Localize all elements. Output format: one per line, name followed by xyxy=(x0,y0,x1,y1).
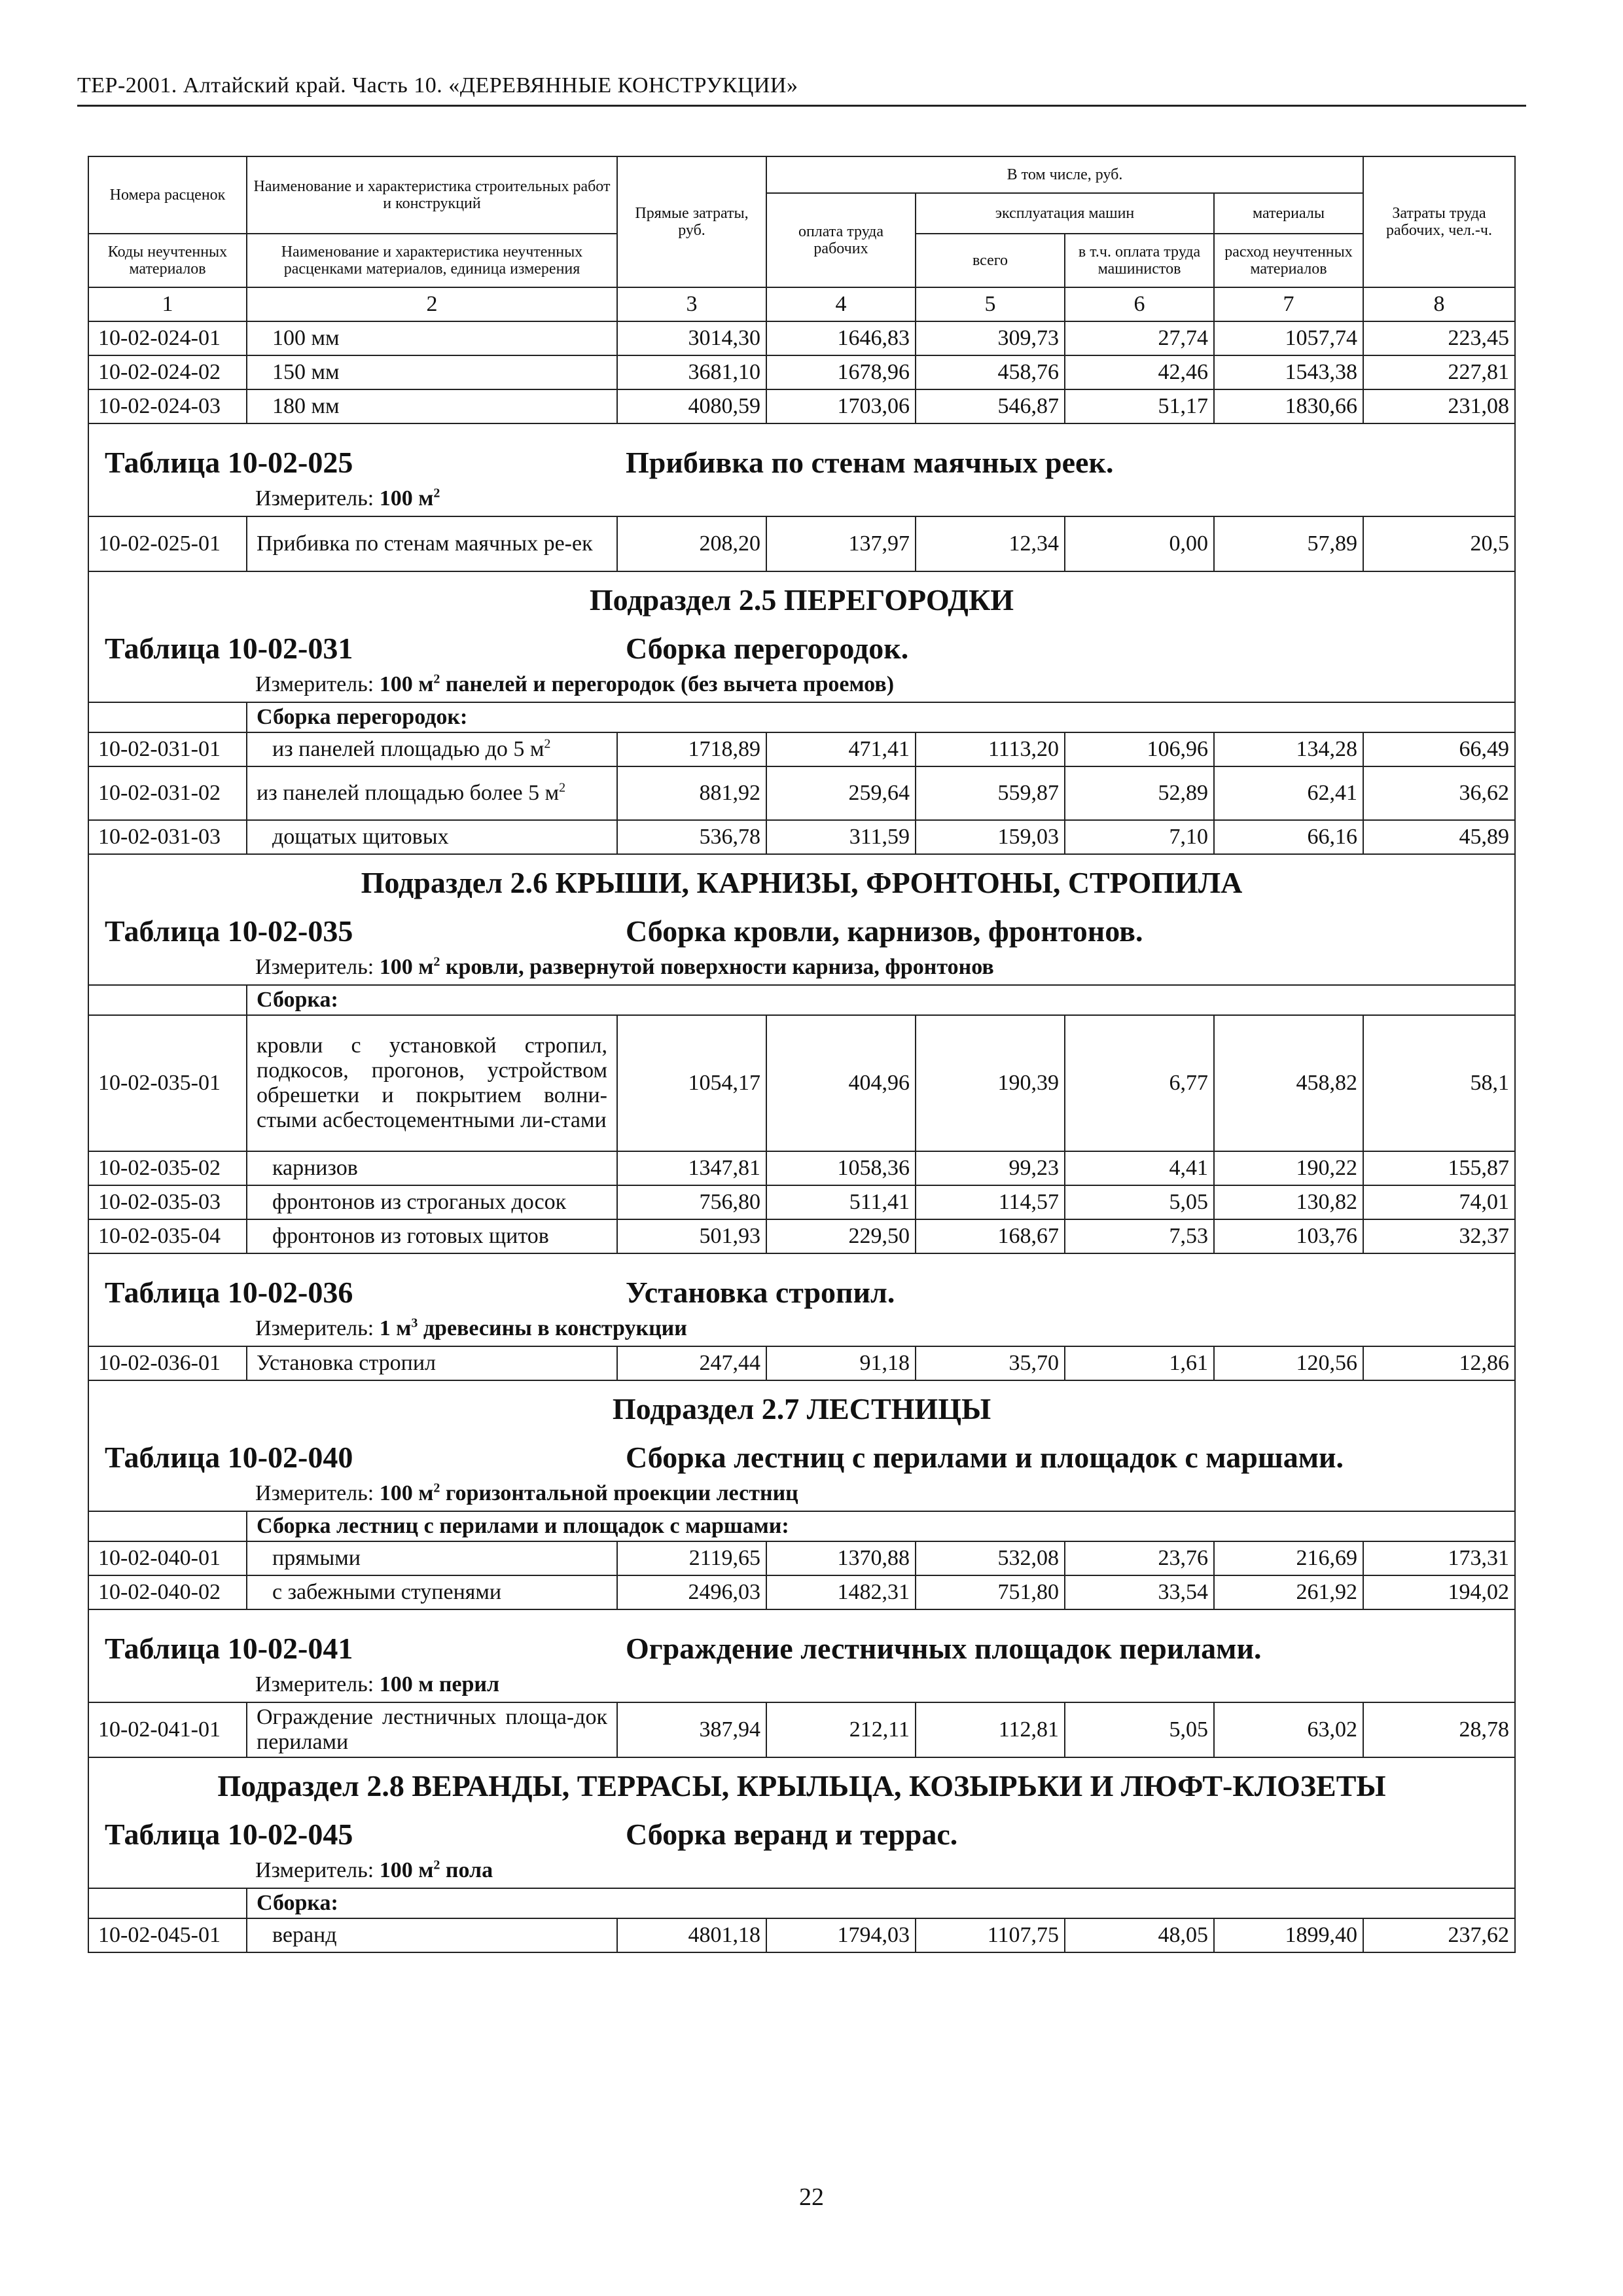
value-cell: 1718,89 xyxy=(617,732,766,766)
table-title-row xyxy=(89,1813,1514,1856)
group-row xyxy=(88,1511,1515,1541)
value-cell: 62,41 xyxy=(1214,766,1363,820)
value-cell: 159,03 xyxy=(916,820,1065,854)
value-cell: 130,82 xyxy=(1214,1185,1363,1219)
measure-detail: древесины в конструкции xyxy=(418,1316,687,1340)
measure-unit: 100 м xyxy=(379,672,434,696)
work-name xyxy=(247,766,617,820)
col-wages-header: оплата труда рабочих xyxy=(766,193,916,287)
table-number: Таблица 10-02-025 xyxy=(105,446,353,479)
work-name xyxy=(247,1541,617,1575)
table-title-row xyxy=(89,627,1514,670)
work-name xyxy=(247,389,617,423)
value-cell: 35,70 xyxy=(916,1346,1065,1380)
table-heading xyxy=(89,627,1514,702)
spacer xyxy=(89,1254,1514,1271)
group-row xyxy=(88,702,1515,732)
table-row xyxy=(88,389,1515,423)
value-cell: 311,59 xyxy=(766,820,916,854)
value-cell: 1370,88 xyxy=(766,1541,916,1575)
col-machines-header: эксплуатация машин xyxy=(916,193,1214,234)
running-header: ТЕР-2001. Алтайский край. Часть 10. «ДЕРЕВЯННЫЕ КОНСТРУКЦИИ» xyxy=(77,73,798,98)
table-row xyxy=(88,1918,1515,1952)
section-cell xyxy=(88,1757,1515,1888)
value-cell: 33,54 xyxy=(1065,1575,1214,1609)
value-cell: 103,76 xyxy=(1214,1219,1363,1253)
work-name xyxy=(247,1918,617,1952)
value-cell: 190,22 xyxy=(1214,1151,1363,1185)
col-material-codes-header: Коды неучтенных материалов xyxy=(88,234,247,287)
table-row xyxy=(88,355,1515,389)
value-cell: 4080,59 xyxy=(617,389,766,423)
value-cell: 190,39 xyxy=(916,1015,1065,1151)
unit-of-measure xyxy=(89,670,1514,702)
value-cell: 3681,10 xyxy=(617,355,766,389)
col-number: 2 xyxy=(247,287,617,321)
table-row xyxy=(88,321,1515,355)
work-name-text: Ограждение лестничных площа-док перилами xyxy=(257,1705,607,1754)
value-cell: 1899,40 xyxy=(1214,1918,1363,1952)
value-cell: 1794,03 xyxy=(766,1918,916,1952)
col-number: 1 xyxy=(88,287,247,321)
table-row xyxy=(88,1575,1515,1609)
table-title-row xyxy=(89,441,1514,484)
work-name-text: кровли с установкой стропил, подкосов, прогонов, устройством обрешетки и покрытием волни-стыми асбестоцементными ли-стами xyxy=(257,1033,607,1132)
table-number: Таблица 10-02-045 xyxy=(105,1818,353,1851)
value-cell: 27,74 xyxy=(1065,321,1214,355)
work-name-text: 100 мм xyxy=(272,326,340,350)
value-cell: 404,96 xyxy=(766,1015,916,1151)
table-title-row xyxy=(89,1436,1514,1479)
work-name-text: из панелей площадью более 5 м xyxy=(257,781,560,805)
subsection-title: Подраздел 2.5 ПЕРЕГОРОДКИ xyxy=(589,583,1014,617)
table-heading xyxy=(89,1627,1514,1702)
table-title: Установка стропил. xyxy=(626,1276,895,1309)
table-row xyxy=(88,1151,1515,1185)
rate-code: 10-02-024-02 xyxy=(88,355,247,389)
work-name-text: карнизов xyxy=(272,1156,358,1180)
subsection-title: Подраздел 2.6 КРЫШИ, КАРНИЗЫ, ФРОНТОНЫ, СТРОПИЛА xyxy=(361,866,1243,899)
group-empty-cell xyxy=(88,1888,247,1918)
rate-code: 10-02-040-01 xyxy=(88,1541,247,1575)
measure-detail: пола xyxy=(440,1858,493,1882)
measure-value xyxy=(380,1316,687,1340)
col-including-header: В том числе, руб. xyxy=(766,156,1363,193)
value-cell: 501,93 xyxy=(617,1219,766,1253)
value-cell: 20,5 xyxy=(1363,516,1515,571)
value-cell: 0,00 xyxy=(1065,516,1214,571)
unit-exponent: 2 xyxy=(433,672,440,687)
value-cell: 259,64 xyxy=(766,766,916,820)
value-cell: 536,78 xyxy=(617,820,766,854)
spacer xyxy=(89,424,1514,441)
measure-prefix: Измеритель: xyxy=(255,1672,380,1696)
table-number: Таблица 10-02-041 xyxy=(105,1632,353,1665)
measure-prefix: Измеритель: xyxy=(255,1481,380,1505)
value-cell: 1,61 xyxy=(1065,1346,1214,1380)
value-cell: 4,41 xyxy=(1065,1151,1214,1185)
value-cell: 57,89 xyxy=(1214,516,1363,571)
measure-value xyxy=(380,1672,499,1696)
col-operator-wages-header: в т.ч. оплата труда машинистов xyxy=(1065,234,1214,287)
value-cell: 63,02 xyxy=(1214,1702,1363,1757)
value-cell: 559,87 xyxy=(916,766,1065,820)
table-title: Сборка веранд и террас. xyxy=(626,1818,958,1851)
table-number: Таблица 10-02-036 xyxy=(105,1276,353,1309)
value-cell: 229,50 xyxy=(766,1219,916,1253)
rate-code: 10-02-024-03 xyxy=(88,389,247,423)
group-empty-cell xyxy=(88,985,247,1015)
value-cell: 511,41 xyxy=(766,1185,916,1219)
table-title: Сборка перегородок. xyxy=(626,632,909,665)
table-title: Сборка кровли, карнизов, фронтонов. xyxy=(626,914,1143,948)
value-cell: 28,78 xyxy=(1363,1702,1515,1757)
work-name-text: 150 мм xyxy=(272,360,340,384)
section-cell xyxy=(88,1380,1515,1511)
header-rule xyxy=(77,105,1526,107)
section-row xyxy=(88,1253,1515,1346)
work-name xyxy=(247,1575,617,1609)
value-cell: 173,31 xyxy=(1363,1541,1515,1575)
section-cell xyxy=(88,1609,1515,1702)
value-cell: 4801,18 xyxy=(617,1918,766,1952)
work-name xyxy=(247,1702,617,1757)
measure-detail: кровли, развернутой поверхности карниза, фронтонов xyxy=(440,955,994,979)
group-row xyxy=(88,1888,1515,1918)
rate-code: 10-02-036-01 xyxy=(88,1346,247,1380)
work-name xyxy=(247,820,617,854)
value-cell: 3014,30 xyxy=(617,321,766,355)
rate-code: 10-02-031-03 xyxy=(88,820,247,854)
value-cell: 532,08 xyxy=(916,1541,1065,1575)
value-cell: 208,20 xyxy=(617,516,766,571)
measure-unit: 100 м перил xyxy=(379,1672,500,1696)
work-name-text: дощатых щитовых xyxy=(272,825,449,849)
unit-exponent: 2 xyxy=(433,1857,440,1873)
table-row xyxy=(88,820,1515,854)
work-name xyxy=(247,516,617,571)
value-cell: 227,81 xyxy=(1363,355,1515,389)
measure-prefix: Измеритель: xyxy=(255,486,380,511)
group-row xyxy=(88,985,1515,1015)
col-code-header: Номера расценок xyxy=(88,156,247,234)
value-cell: 5,05 xyxy=(1065,1702,1214,1757)
value-cell: 48,05 xyxy=(1065,1918,1214,1952)
value-cell: 52,89 xyxy=(1065,766,1214,820)
value-cell: 1058,36 xyxy=(766,1151,916,1185)
value-cell: 231,08 xyxy=(1363,389,1515,423)
value-cell: 458,82 xyxy=(1214,1015,1363,1151)
value-cell: 309,73 xyxy=(916,321,1065,355)
table-row xyxy=(88,1541,1515,1575)
unit-exponent: 3 xyxy=(411,1316,418,1331)
value-cell: 36,62 xyxy=(1363,766,1515,820)
value-cell: 134,28 xyxy=(1214,732,1363,766)
section-cell xyxy=(88,1253,1515,1346)
table-row xyxy=(88,1185,1515,1219)
value-cell: 458,76 xyxy=(916,355,1065,389)
work-name-text: из панелей площадью до 5 м xyxy=(272,737,544,761)
value-cell: 168,67 xyxy=(916,1219,1065,1253)
col-machines-total-header: всего xyxy=(916,234,1065,287)
unit-exponent: 2 xyxy=(433,1480,440,1496)
measure-prefix: Измеритель: xyxy=(255,1316,380,1340)
spacer xyxy=(89,1610,1514,1627)
table-heading xyxy=(89,1813,1514,1888)
measure-prefix: Измеритель: xyxy=(255,672,380,696)
work-name-text: с забежными ступенями xyxy=(272,1580,502,1604)
work-name xyxy=(247,321,617,355)
work-name-text: прямыми xyxy=(272,1546,361,1570)
measure-value xyxy=(380,1858,493,1882)
value-cell: 155,87 xyxy=(1363,1151,1515,1185)
table-title: Прибивка по стенам маячных реек. xyxy=(626,446,1114,479)
unit-exponent: 2 xyxy=(433,954,440,969)
value-cell: 12,86 xyxy=(1363,1346,1515,1380)
rate-code: 10-02-041-01 xyxy=(88,1702,247,1757)
measure-unit: 100 м xyxy=(379,955,434,979)
table-title-row xyxy=(89,1271,1514,1314)
col-labor-header: Затраты труда рабочих, чел.-ч. xyxy=(1363,156,1515,287)
unit-of-measure xyxy=(89,484,1514,516)
value-cell: 546,87 xyxy=(916,389,1065,423)
work-name xyxy=(247,1219,617,1253)
col-number: 3 xyxy=(617,287,766,321)
group-label: Сборка перегородок: xyxy=(247,702,1515,732)
rate-code: 10-02-024-01 xyxy=(88,321,247,355)
table-number: Таблица 10-02-040 xyxy=(105,1441,353,1474)
value-cell: 1543,38 xyxy=(1214,355,1363,389)
section-row xyxy=(88,1757,1515,1888)
value-cell: 1482,31 xyxy=(766,1575,916,1609)
work-name-text: веранд xyxy=(272,1923,337,1947)
rate-code: 10-02-035-04 xyxy=(88,1219,247,1253)
unit-of-measure xyxy=(89,953,1514,984)
value-cell: 99,23 xyxy=(916,1151,1065,1185)
group-empty-cell xyxy=(88,702,247,732)
section-row xyxy=(88,571,1515,702)
value-cell: 2119,65 xyxy=(617,1541,766,1575)
work-name-text: фронтонов из готовых щитов xyxy=(272,1224,549,1248)
work-name xyxy=(247,1185,617,1219)
value-cell: 7,10 xyxy=(1065,820,1214,854)
rate-code: 10-02-031-02 xyxy=(88,766,247,820)
value-cell: 12,34 xyxy=(916,516,1065,571)
col-material-names-header: Наименование и характеристика неучтенных расценками материалов, единица измерения xyxy=(247,234,617,287)
value-cell: 387,94 xyxy=(617,1702,766,1757)
value-cell: 1830,66 xyxy=(1214,389,1363,423)
subsection-title: Подраздел 2.7 ЛЕСТНИЦЫ xyxy=(612,1392,991,1426)
work-name xyxy=(247,355,617,389)
work-name xyxy=(247,732,617,766)
table-title: Сборка лестниц с перилами и площадок с маршами. xyxy=(626,1441,1344,1474)
table-heading xyxy=(89,441,1514,516)
subsection-title: Подраздел 2.8 ВЕРАНДЫ, ТЕРРАСЫ, КРЫЛЬЦА, КОЗЫРЬКИ И ЛЮФТ-КЛОЗЕТЫ xyxy=(217,1769,1386,1803)
section-row xyxy=(88,1380,1515,1511)
table-heading xyxy=(89,1271,1514,1346)
section-row xyxy=(88,423,1515,516)
value-cell: 112,81 xyxy=(916,1702,1065,1757)
measure-unit: 1 м xyxy=(379,1316,412,1340)
measure-prefix: Измеритель: xyxy=(255,955,380,979)
measure-value xyxy=(380,486,440,511)
value-cell: 106,96 xyxy=(1065,732,1214,766)
value-cell: 881,92 xyxy=(617,766,766,820)
table-row xyxy=(88,1702,1515,1757)
value-cell: 1646,83 xyxy=(766,321,916,355)
value-cell: 7,53 xyxy=(1065,1219,1214,1253)
page-number: 22 xyxy=(799,2183,824,2211)
section-row xyxy=(88,1609,1515,1702)
value-cell: 91,18 xyxy=(766,1346,916,1380)
table-heading xyxy=(89,1436,1514,1511)
value-cell: 32,37 xyxy=(1363,1219,1515,1253)
section-row xyxy=(88,854,1515,985)
value-cell: 212,11 xyxy=(766,1702,916,1757)
col-number: 7 xyxy=(1214,287,1363,321)
rate-code: 10-02-031-01 xyxy=(88,732,247,766)
section-cell xyxy=(88,571,1515,702)
value-cell: 1054,17 xyxy=(617,1015,766,1151)
rate-code: 10-02-035-03 xyxy=(88,1185,247,1219)
value-cell: 66,49 xyxy=(1363,732,1515,766)
value-cell: 1107,75 xyxy=(916,1918,1065,1952)
value-cell: 42,46 xyxy=(1065,355,1214,389)
col-name-header: Наименование и характеристика строительных работ и конструкций xyxy=(247,156,617,234)
unit-of-measure xyxy=(89,1479,1514,1511)
value-cell: 74,01 xyxy=(1363,1185,1515,1219)
measure-detail: панелей и перегородок (без вычета проемов) xyxy=(440,672,895,696)
value-cell: 6,77 xyxy=(1065,1015,1214,1151)
value-cell: 261,92 xyxy=(1214,1575,1363,1609)
table-row xyxy=(88,1015,1515,1151)
value-cell: 23,76 xyxy=(1065,1541,1214,1575)
table-title-row xyxy=(89,1627,1514,1670)
rate-code: 10-02-035-02 xyxy=(88,1151,247,1185)
value-cell: 1057,74 xyxy=(1214,321,1363,355)
rate-code: 10-02-035-01 xyxy=(88,1015,247,1151)
value-cell: 1678,96 xyxy=(766,355,916,389)
value-cell: 194,02 xyxy=(1363,1575,1515,1609)
value-cell: 114,57 xyxy=(916,1185,1065,1219)
unit-exponent: 2 xyxy=(544,736,551,751)
measure-detail: горизонтальной проекции лестниц xyxy=(440,1481,798,1505)
section-cell xyxy=(88,423,1515,516)
price-table xyxy=(88,156,1516,1953)
measure-prefix: Измеритель: xyxy=(255,1858,380,1882)
measure-value xyxy=(380,1481,798,1505)
col-materials-header: материалы xyxy=(1214,193,1363,234)
col-direct-costs-header: Прямые затраты, руб. xyxy=(617,156,766,287)
measure-value xyxy=(380,955,994,979)
col-number: 5 xyxy=(916,287,1065,321)
col-number: 6 xyxy=(1065,287,1214,321)
col-number: 4 xyxy=(766,287,916,321)
table-row xyxy=(88,766,1515,820)
value-cell: 247,44 xyxy=(617,1346,766,1380)
group-label: Сборка лестниц с перилами и площадок с маршами: xyxy=(247,1511,1515,1541)
group-label: Сборка: xyxy=(247,985,1515,1015)
measure-unit: 100 м xyxy=(379,1858,434,1882)
rate-code: 10-02-040-02 xyxy=(88,1575,247,1609)
value-cell: 751,80 xyxy=(916,1575,1065,1609)
value-cell: 66,16 xyxy=(1214,820,1363,854)
value-cell: 756,80 xyxy=(617,1185,766,1219)
value-cell: 5,05 xyxy=(1065,1185,1214,1219)
measure-unit: 100 м xyxy=(379,486,434,511)
table-number: Таблица 10-02-031 xyxy=(105,632,353,665)
work-name xyxy=(247,1015,617,1151)
work-name-text: фронтонов из строганых досок xyxy=(272,1190,567,1214)
table-row xyxy=(88,516,1515,571)
table-row xyxy=(88,732,1515,766)
work-name-text: 180 мм xyxy=(272,394,340,418)
work-name-text: Установка стропил xyxy=(257,1351,437,1375)
unit-exponent: 2 xyxy=(559,780,566,795)
rate-code: 10-02-045-01 xyxy=(88,1918,247,1952)
table-heading xyxy=(89,910,1514,984)
work-name xyxy=(247,1346,617,1380)
value-cell: 120,56 xyxy=(1214,1346,1363,1380)
work-name-text: Прибивка по стенам маячных ре-ек xyxy=(257,531,593,556)
value-cell: 237,62 xyxy=(1363,1918,1515,1952)
col-material-usage-header: расход неучтенных материалов xyxy=(1214,234,1363,287)
table-row xyxy=(88,1346,1515,1380)
value-cell: 1347,81 xyxy=(617,1151,766,1185)
work-name xyxy=(247,1151,617,1185)
section-cell xyxy=(88,854,1515,985)
unit-of-measure xyxy=(89,1670,1514,1702)
rate-code: 10-02-025-01 xyxy=(88,516,247,571)
measure-value xyxy=(380,672,894,696)
measure-unit: 100 м xyxy=(379,1481,434,1505)
table-row xyxy=(88,1219,1515,1253)
value-cell: 2496,03 xyxy=(617,1575,766,1609)
value-cell: 58,1 xyxy=(1363,1015,1515,1151)
group-label: Сборка: xyxy=(247,1888,1515,1918)
value-cell: 1703,06 xyxy=(766,389,916,423)
value-cell: 471,41 xyxy=(766,732,916,766)
value-cell: 1113,20 xyxy=(916,732,1065,766)
value-cell: 216,69 xyxy=(1214,1541,1363,1575)
value-cell: 45,89 xyxy=(1363,820,1515,854)
col-number: 8 xyxy=(1363,287,1515,321)
unit-of-measure xyxy=(89,1856,1514,1888)
table-number: Таблица 10-02-035 xyxy=(105,914,353,948)
table-title-row xyxy=(89,910,1514,953)
value-cell: 137,97 xyxy=(766,516,916,571)
group-empty-cell xyxy=(88,1511,247,1541)
unit-of-measure xyxy=(89,1314,1514,1346)
value-cell: 51,17 xyxy=(1065,389,1214,423)
value-cell: 223,45 xyxy=(1363,321,1515,355)
table-title: Ограждение лестничных площадок перилами. xyxy=(626,1632,1262,1665)
unit-exponent: 2 xyxy=(433,486,440,501)
